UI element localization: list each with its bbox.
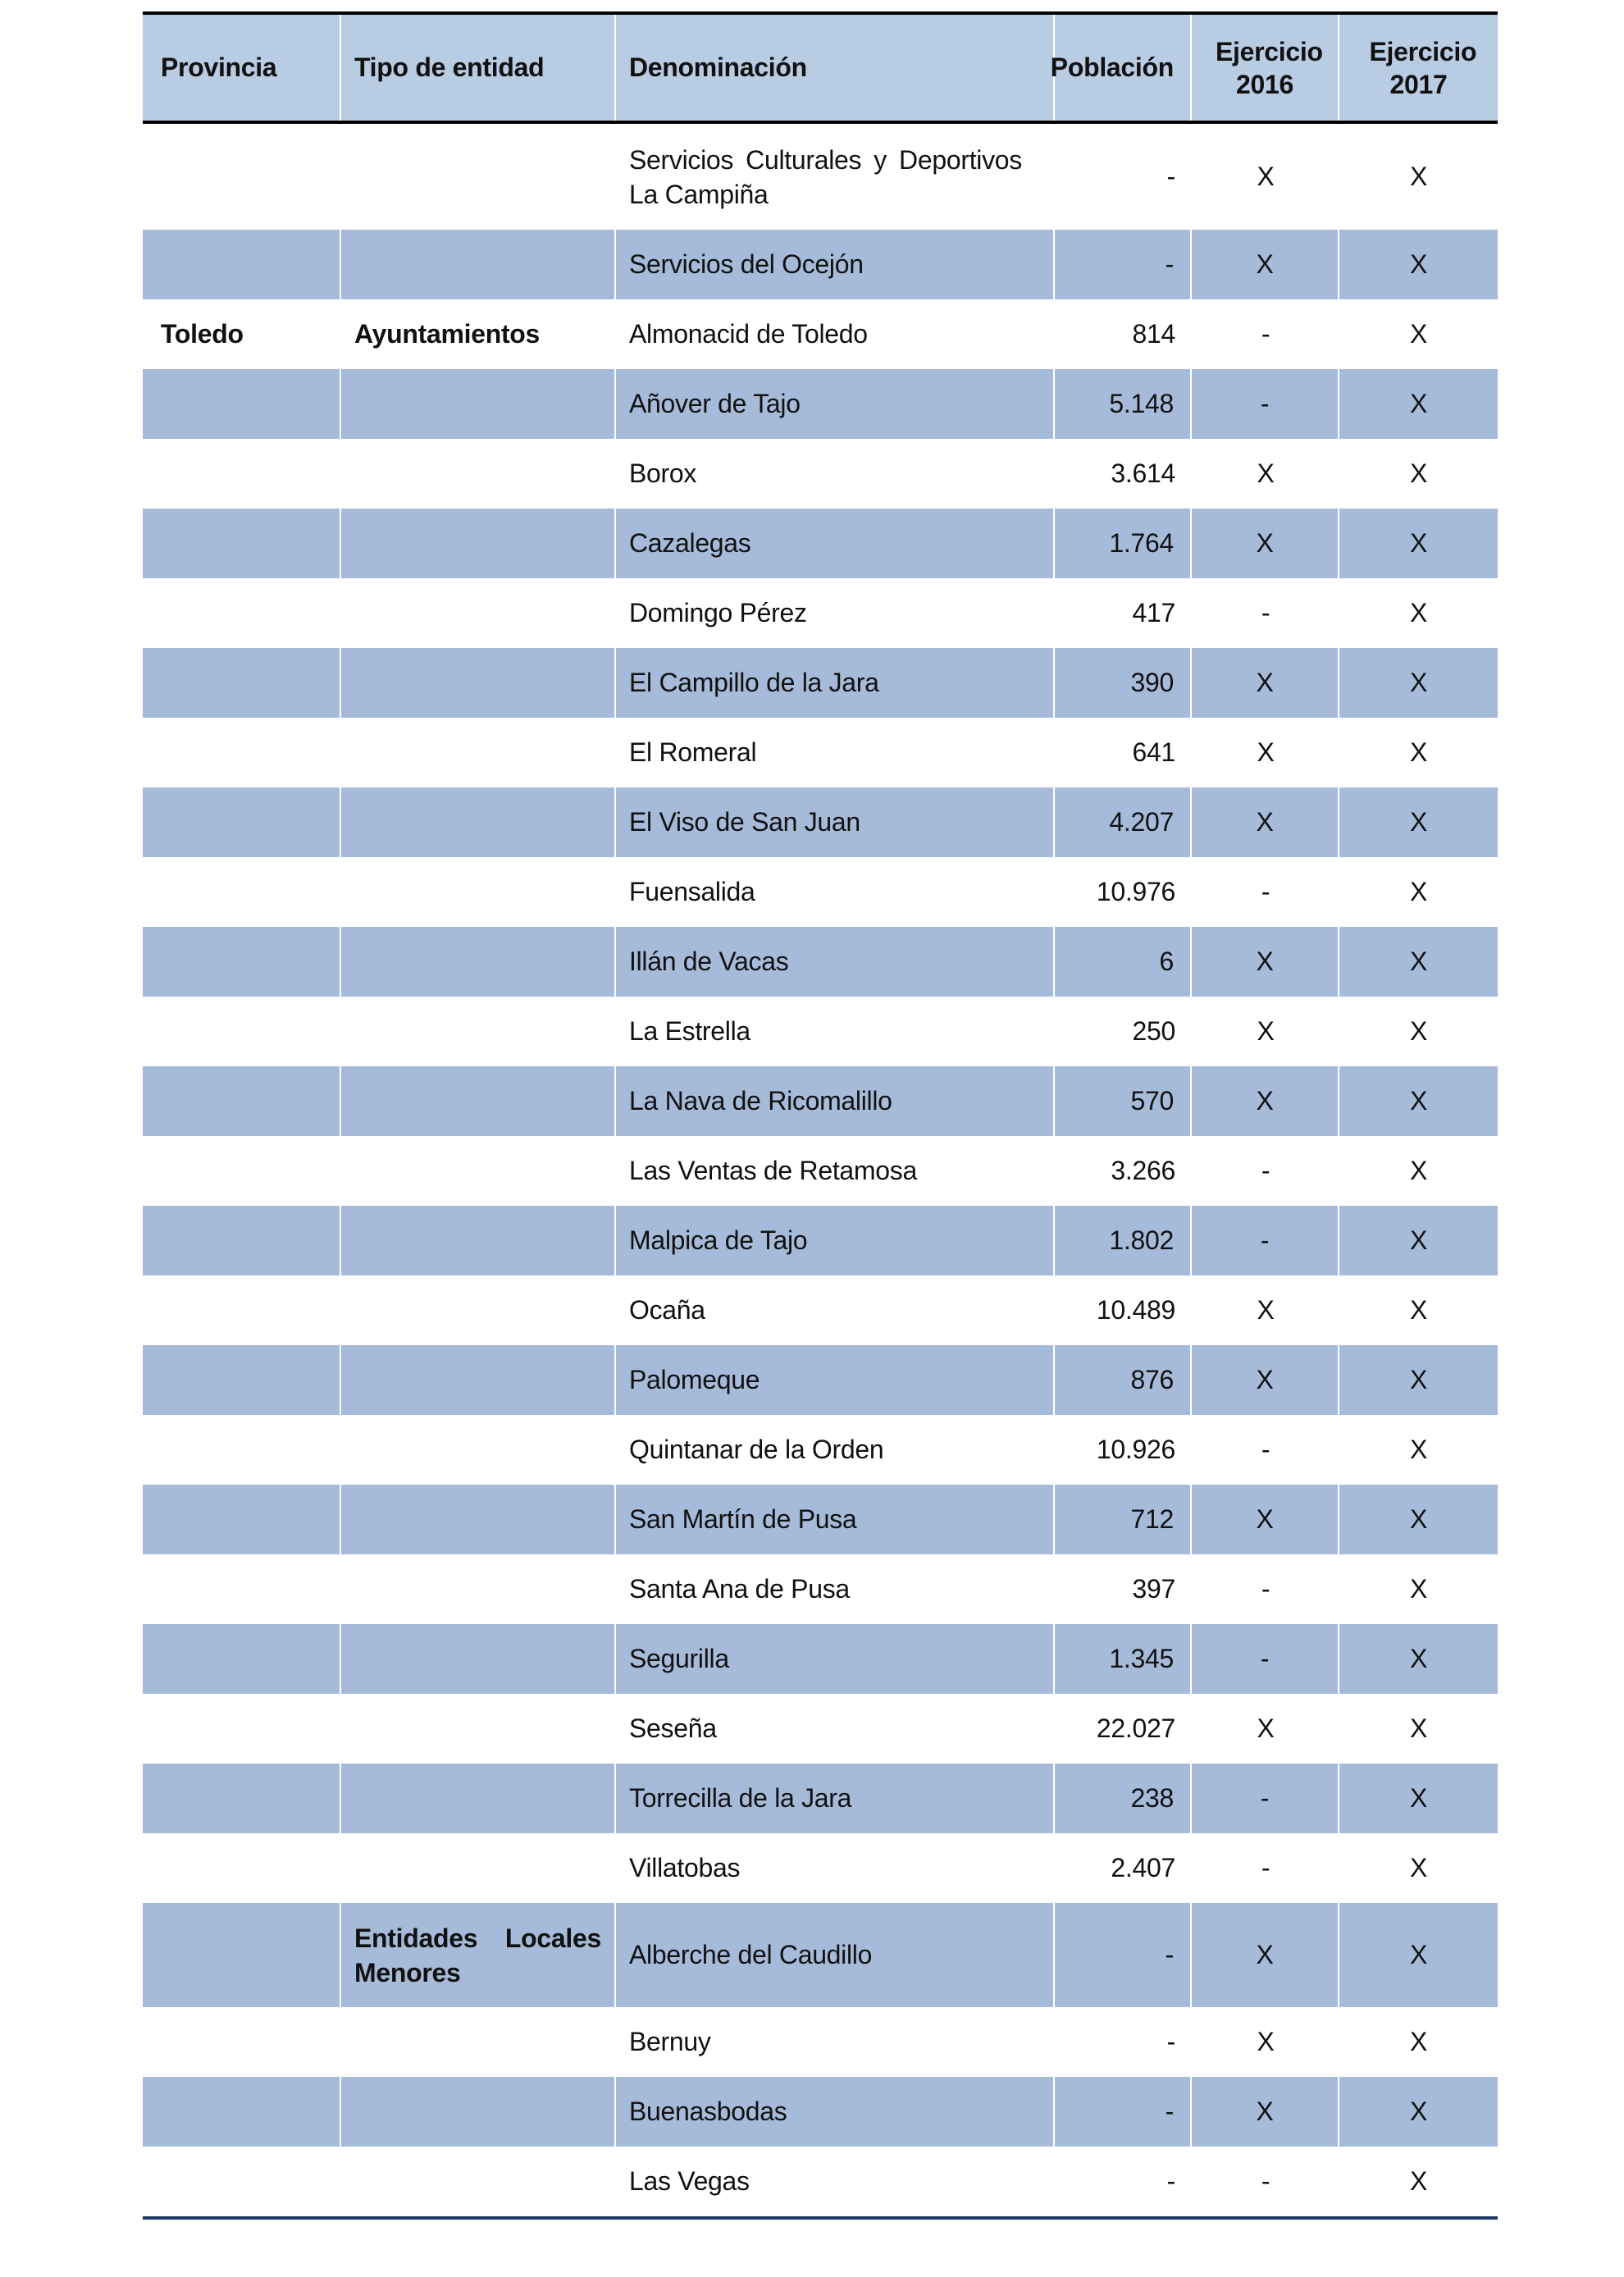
cell-provincia <box>143 230 341 299</box>
cell-poblacion: 6 <box>1055 927 1192 997</box>
cell-denominacion: Palomeque <box>616 1345 1055 1415</box>
cell-tipo <box>341 369 616 439</box>
cell-poblacion: 1.802 <box>1055 1206 1192 1275</box>
cell-ejercicio-2016: X <box>1192 927 1339 997</box>
cell-ejercicio-2016: X <box>1192 1066 1339 1136</box>
cell-poblacion: - <box>1055 2077 1192 2147</box>
cell-poblacion: 814 <box>1132 319 1175 349</box>
table-row <box>143 2077 1498 2147</box>
cell-tipo <box>341 1764 616 1833</box>
cell-denominacion: Servicios Culturales y Deportivos La Campiña <box>629 144 1022 209</box>
cell-ejercicio-2016: - <box>1261 1853 1270 1882</box>
header-ejercicio-2016: Ejercicio 2016 <box>1192 15 1339 121</box>
header-provincia: Provincia <box>143 15 341 121</box>
cell-ejercicio-2017: X <box>1409 807 1428 837</box>
cell-ejercicio-2016: X <box>1192 787 1339 857</box>
cell-tipo <box>341 509 616 578</box>
cell-provincia <box>143 927 341 997</box>
cell-denominacion: Santa Ana de Pusa <box>629 1574 850 1604</box>
table-row <box>143 1764 1498 1833</box>
cell-tipo <box>341 2007 616 2077</box>
table-row <box>143 2007 1498 2077</box>
table-row <box>143 718 1498 787</box>
cell-ejercicio-2016: - <box>1261 1156 1270 1185</box>
cell-denominacion: El Campillo de la Jara <box>616 648 1055 718</box>
table-row <box>143 1275 1498 1345</box>
table-bottom-rule <box>143 2216 1498 2220</box>
cell-tipo <box>341 1694 616 1764</box>
cell-tipo <box>341 1275 616 1345</box>
table-row <box>143 1485 1498 1554</box>
header-denominacion: Denominación <box>616 15 1055 121</box>
cell-ejercicio-2016: X <box>1192 230 1339 299</box>
cell-poblacion: 2.407 <box>1111 1853 1175 1882</box>
cell-tipo <box>341 648 616 718</box>
cell-poblacion: - <box>1166 162 1175 191</box>
cell-tipo <box>341 578 616 648</box>
cell-provincia <box>143 648 341 718</box>
cell-poblacion: 641 <box>1132 737 1175 767</box>
table-row <box>143 997 1498 1066</box>
cell-denominacion: San Martín de Pusa <box>616 1485 1055 1554</box>
cell-tipo <box>341 1206 616 1275</box>
cell-provincia <box>143 1833 341 1903</box>
cell-ejercicio-2017: X <box>1409 528 1428 558</box>
cell-ejercicio-2016: X <box>1192 648 1339 718</box>
cell-tipo <box>341 2147 616 2216</box>
cell-denominacion: Malpica de Tajo <box>616 1206 1055 1275</box>
cell-tipo <box>341 1136 616 1206</box>
cell-ejercicio-2017: X <box>1409 1086 1428 1116</box>
cell-ejercicio-2016: - <box>1261 598 1270 627</box>
cell-provincia <box>143 1275 341 1345</box>
cell-denominacion: Cazalegas <box>616 509 1055 578</box>
cell-provincia <box>143 124 341 230</box>
cell-denominacion: Bernuy <box>629 2027 711 2056</box>
cell-ejercicio-2017: X <box>1409 2027 1428 2056</box>
cell-ejercicio-2017: X <box>1409 947 1428 976</box>
cell-denominacion: Segurilla <box>616 1624 1055 1694</box>
cell-denominacion: Torrecilla de la Jara <box>616 1764 1055 1833</box>
cell-poblacion: 3.614 <box>1111 459 1175 488</box>
cell-tipo <box>341 2077 616 2147</box>
cell-ejercicio-2016: X <box>1257 1295 1275 1325</box>
table-row <box>143 578 1498 648</box>
table-row <box>143 299 1498 369</box>
cell-poblacion: - <box>1166 2027 1175 2056</box>
cell-denominacion: Buenasbodas <box>616 2077 1055 2147</box>
cell-poblacion: 4.207 <box>1055 787 1192 857</box>
cell-ejercicio-2017: X <box>1409 737 1428 767</box>
table-row <box>143 1136 1498 1206</box>
cell-ejercicio-2016: - <box>1192 369 1339 439</box>
table-row <box>143 509 1498 578</box>
cell-ejercicio-2017: X <box>1409 1156 1428 1185</box>
cell-ejercicio-2016: - <box>1261 1574 1270 1604</box>
cell-ejercicio-2016: X <box>1257 162 1275 191</box>
cell-ejercicio-2016: X <box>1192 509 1339 578</box>
table-row <box>143 1833 1498 1903</box>
cell-tipo <box>341 1624 616 1694</box>
cell-ejercicio-2017: X <box>1409 1016 1428 1046</box>
cell-ejercicio-2017: X <box>1409 162 1428 191</box>
cell-ejercicio-2016: - <box>1192 1624 1339 1694</box>
cell-ejercicio-2016: X <box>1257 1016 1275 1046</box>
table-row <box>143 1903 1498 2007</box>
cell-ejercicio-2017: X <box>1409 598 1428 627</box>
cell-denominacion: La Estrella <box>629 1016 750 1046</box>
cell-provincia <box>143 2147 341 2216</box>
cell-provincia <box>143 2077 341 2147</box>
table-row <box>143 1694 1498 1764</box>
cell-provincia <box>143 1624 341 1694</box>
cell-provincia <box>143 1206 341 1275</box>
table-row <box>143 439 1498 509</box>
entities-table <box>143 11 1498 2220</box>
cell-denominacion: Domingo Pérez <box>629 598 807 627</box>
cell-tipo <box>341 718 616 787</box>
cell-denominacion: Fuensalida <box>629 877 755 906</box>
cell-ejercicio-2017: X <box>1409 1225 1428 1255</box>
cell-ejercicio-2016: X <box>1257 1713 1275 1743</box>
cell-denominacion: El Romeral <box>629 737 757 767</box>
cell-poblacion: 570 <box>1055 1066 1192 1136</box>
cell-tipo: Entidades Locales Menores <box>341 1903 616 2007</box>
cell-ejercicio-2017: X <box>1409 249 1428 279</box>
cell-denominacion: Almonacid de Toledo <box>629 319 868 349</box>
cell-provincia <box>143 439 341 509</box>
table-row <box>143 124 1498 230</box>
table-row <box>143 1415 1498 1485</box>
cell-ejercicio-2017: X <box>1409 1853 1428 1882</box>
cell-provincia <box>143 509 341 578</box>
cell-ejercicio-2017: X <box>1409 1644 1428 1673</box>
cell-provincia <box>143 1485 341 1554</box>
cell-poblacion: 417 <box>1132 598 1175 627</box>
cell-tipo <box>341 1345 616 1415</box>
cell-poblacion: 712 <box>1055 1485 1192 1554</box>
table-row <box>143 857 1498 927</box>
cell-ejercicio-2017: X <box>1409 1504 1428 1534</box>
cell-ejercicio-2016: X <box>1257 737 1275 767</box>
table-row <box>143 1624 1498 1694</box>
cell-ejercicio-2016: X <box>1257 2027 1275 2056</box>
cell-denominacion: Quintanar de la Orden <box>629 1435 884 1464</box>
header-tipo: Tipo de entidad <box>341 15 616 121</box>
cell-ejercicio-2016: - <box>1261 877 1270 906</box>
cell-tipo: Ayuntamientos <box>354 319 541 349</box>
cell-denominacion: Las Vegas <box>629 2166 750 2196</box>
table-row <box>143 648 1498 718</box>
cell-poblacion: - <box>1055 230 1192 299</box>
cell-poblacion: - <box>1166 2166 1175 2196</box>
cell-poblacion: 876 <box>1055 1345 1192 1415</box>
cell-poblacion: 10.926 <box>1096 1435 1175 1464</box>
cell-provincia <box>143 997 341 1066</box>
cell-ejercicio-2016: X <box>1192 1345 1339 1415</box>
cell-ejercicio-2017: X <box>1409 2097 1428 2126</box>
cell-ejercicio-2017: X <box>1409 459 1428 488</box>
table-row <box>143 1206 1498 1275</box>
cell-tipo <box>341 230 616 299</box>
cell-poblacion: 238 <box>1055 1764 1192 1833</box>
table-row <box>143 1066 1498 1136</box>
cell-ejercicio-2016: - <box>1261 2166 1270 2196</box>
cell-ejercicio-2016: - <box>1192 1764 1339 1833</box>
cell-ejercicio-2017: X <box>1409 1713 1428 1743</box>
cell-ejercicio-2017: X <box>1409 1435 1428 1464</box>
header-ejercicio-2017: Ejercicio 2017 <box>1369 36 1477 99</box>
cell-ejercicio-2016: X <box>1257 459 1275 488</box>
cell-poblacion: 1.345 <box>1055 1624 1192 1694</box>
table-header <box>143 15 1498 124</box>
cell-provincia <box>143 787 341 857</box>
cell-tipo <box>341 787 616 857</box>
cell-tipo <box>341 1833 616 1903</box>
cell-provincia <box>143 1694 341 1764</box>
cell-provincia <box>143 578 341 648</box>
cell-provincia <box>143 1764 341 1833</box>
cell-denominacion: Seseña <box>629 1713 717 1743</box>
cell-provincia <box>143 718 341 787</box>
cell-provincia <box>143 857 341 927</box>
cell-ejercicio-2017: X <box>1409 877 1428 906</box>
cell-poblacion: 250 <box>1132 1016 1175 1046</box>
cell-denominacion: Villatobas <box>629 1853 741 1882</box>
cell-provincia <box>143 369 341 439</box>
table-row <box>143 1345 1498 1415</box>
table-row <box>143 787 1498 857</box>
cell-denominacion: Ocaña <box>629 1295 705 1325</box>
cell-ejercicio-2016: - <box>1192 1206 1339 1275</box>
cell-ejercicio-2017: X <box>1409 1574 1428 1604</box>
cell-provincia: Toledo <box>161 319 244 349</box>
cell-tipo <box>341 997 616 1066</box>
cell-tipo <box>341 1485 616 1554</box>
cell-denominacion: Servicios del Ocejón <box>616 230 1055 299</box>
header-poblacion: Población <box>1055 15 1192 121</box>
table-row <box>143 2147 1498 2216</box>
cell-tipo <box>341 1066 616 1136</box>
cell-provincia <box>143 1554 341 1624</box>
cell-denominacion: Las Ventas de Retamosa <box>629 1156 917 1185</box>
cell-poblacion: 10.489 <box>1096 1295 1175 1325</box>
cell-poblacion: 397 <box>1132 1574 1175 1604</box>
table-row <box>143 230 1498 299</box>
cell-provincia <box>143 1345 341 1415</box>
cell-denominacion: Illán de Vacas <box>616 927 1055 997</box>
cell-poblacion: 1.764 <box>1055 509 1192 578</box>
cell-denominacion: Borox <box>629 459 697 488</box>
cell-ejercicio-2016: - <box>1261 1435 1270 1464</box>
table-row <box>143 1554 1498 1624</box>
cell-denominacion: La Nava de Ricomalillo <box>616 1066 1055 1136</box>
cell-ejercicio-2017: X <box>1409 1783 1428 1813</box>
cell-provincia <box>143 1066 341 1136</box>
cell-poblacion: 22.027 <box>1096 1713 1175 1743</box>
cell-tipo <box>341 857 616 927</box>
cell-ejercicio-2017: X <box>1409 1365 1428 1394</box>
cell-poblacion: 3.266 <box>1111 1156 1175 1185</box>
cell-denominacion: Alberche del Caudillo <box>616 1903 1055 2007</box>
cell-ejercicio-2016: X <box>1192 1485 1339 1554</box>
cell-provincia <box>143 1136 341 1206</box>
cell-provincia <box>143 1903 341 2007</box>
cell-ejercicio-2017: X <box>1409 1940 1428 1969</box>
cell-tipo <box>341 1554 616 1624</box>
cell-provincia <box>143 1415 341 1485</box>
table-body <box>143 124 1498 2216</box>
cell-poblacion: 10.976 <box>1096 877 1175 906</box>
cell-ejercicio-2016: X <box>1192 1903 1339 2007</box>
cell-poblacion: 5.148 <box>1055 369 1192 439</box>
cell-denominacion: El Viso de San Juan <box>616 787 1055 857</box>
cell-ejercicio-2016: X <box>1192 2077 1339 2147</box>
cell-ejercicio-2017: X <box>1409 389 1428 418</box>
cell-tipo <box>341 124 616 230</box>
cell-poblacion: - <box>1055 1903 1192 2007</box>
cell-ejercicio-2017: X <box>1409 2166 1428 2196</box>
cell-ejercicio-2017: X <box>1409 668 1428 697</box>
cell-provincia <box>143 2007 341 2077</box>
cell-tipo <box>341 1415 616 1485</box>
table-row <box>143 369 1498 439</box>
table-row <box>143 927 1498 997</box>
cell-tipo <box>341 927 616 997</box>
cell-poblacion: 390 <box>1055 648 1192 718</box>
cell-ejercicio-2016: - <box>1261 319 1270 349</box>
cell-ejercicio-2017: X <box>1409 1295 1428 1325</box>
cell-tipo <box>341 439 616 509</box>
cell-denominacion: Añover de Tajo <box>616 369 1055 439</box>
cell-ejercicio-2017: X <box>1409 319 1428 349</box>
